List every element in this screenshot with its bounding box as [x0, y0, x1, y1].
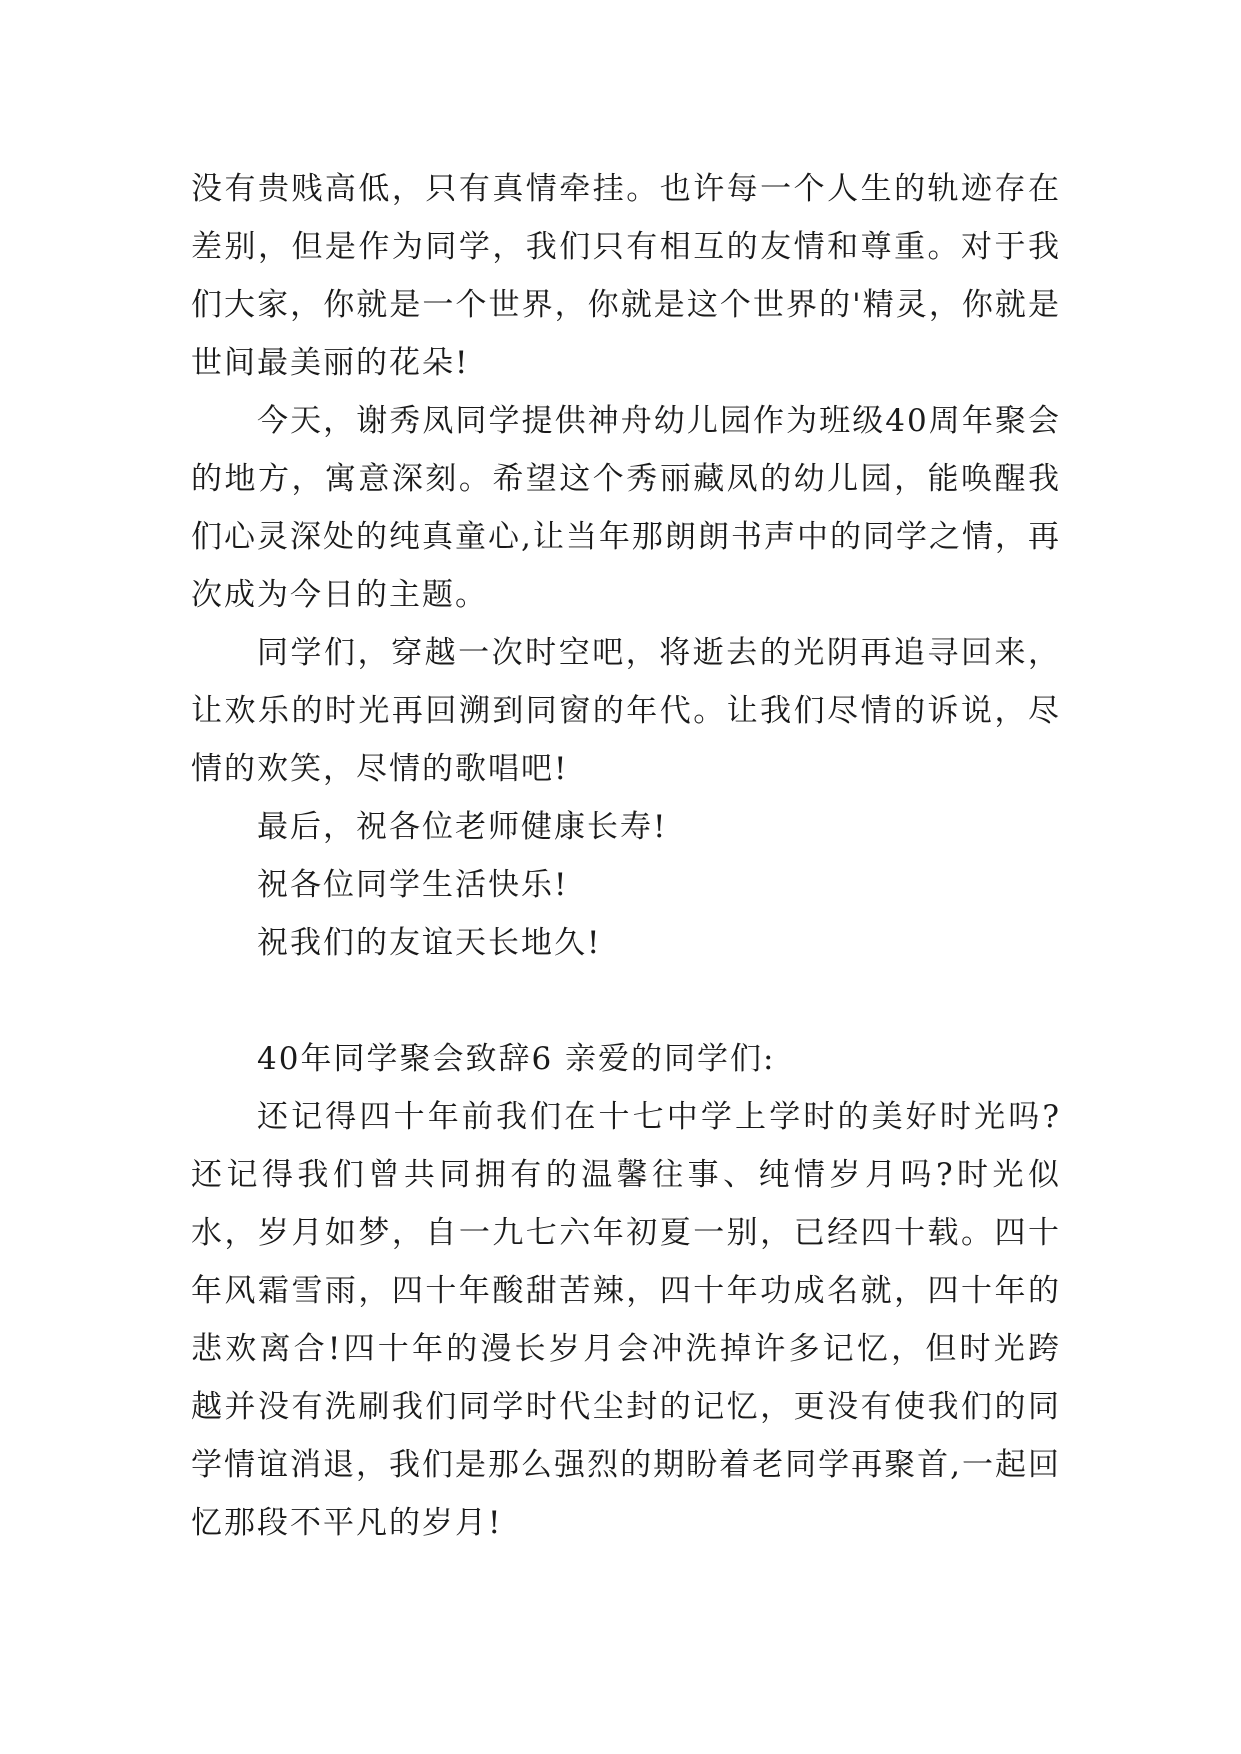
paragraph-6: 祝我们的友谊天长地久! — [257, 925, 602, 961]
paragraph-2: 今天，谢秀凤同学提供神舟幼儿园作为班级40周年聚会的地方，寓意深刻。希望这个秀丽藏凤的幼儿园，能唤醒我们心灵深处的纯真童心,让当年那朗朗书声中的同学之情，再次成为今日的主题。 — [191, 403, 1061, 613]
paragraph-3: 同学们，穿越一次时空吧，将逝去的光阴再追寻回来，让欢乐的时光再回溯到同窗的年代。让我们尽情的诉说，尽情的欢笑，尽情的歌唱吧! — [191, 635, 1061, 787]
paragraph-7: 还记得四十年前我们在十七中学上学时的美好时光吗?还记得我们曾共同拥有的温馨往事、纯情岁月吗?时光似水，岁月如梦，自一九七六年初夏一别，已经四十载。四十年风霜雪雨，四十年酸甜苦辣，四十年功成名就，四十年的悲欢离合!四十年的漫长岁月会冲洗掉许多记忆，但时光跨越并没有洗刷我们同学时代尘封的记忆，更没有使我们的同学情谊消退，我们是那么强烈的期盼着老同学再聚首,一起回忆那段不平凡的岁月! — [191, 1099, 1061, 1541]
paragraph-1: 没有贵贱高低，只有真情牵挂。也许每一个人生的轨迹存在差别，但是作为同学，我们只有相互的友情和尊重。对于我们大家，你就是一个世界，你就是这个世界的'精灵，你就是世间最美丽的花朵! — [191, 171, 1061, 381]
paragraph-5: 祝各位同学生活快乐! — [257, 867, 569, 903]
paragraph-4: 最后，祝各位老师健康长寿! — [257, 809, 668, 845]
document-body — [191, 160, 1061, 1552]
blank-line — [191, 972, 1061, 1030]
section-heading: 40年同学聚会致辞6 亲爱的同学们: — [257, 1041, 776, 1077]
